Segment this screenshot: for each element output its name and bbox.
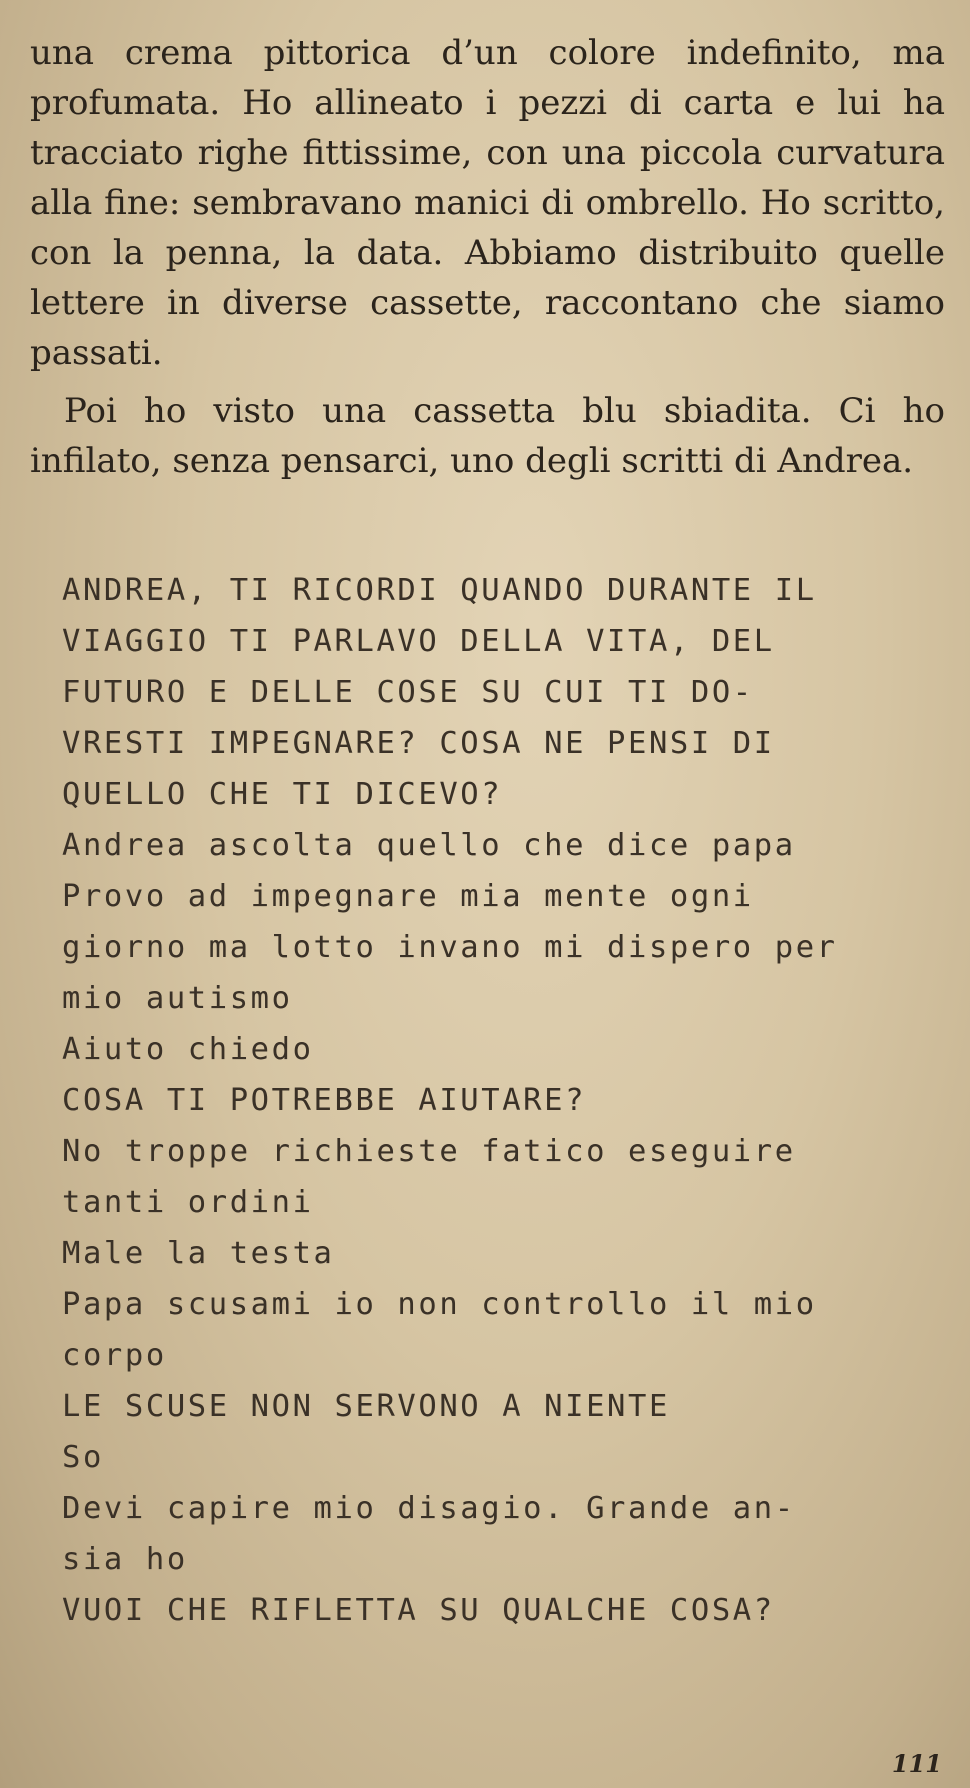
- dialogue-line: Aiuto chiedo: [62, 1032, 314, 1067]
- dialogue-line: corpo: [62, 1338, 167, 1373]
- prose-section: [30, 28, 945, 486]
- dialogue-line: Devi capire mio disagio. Grande an-: [62, 1491, 796, 1526]
- dialogue-line: Male la testa: [62, 1236, 335, 1271]
- dialogue-line: QUELLO CHE TI DICEVO?: [62, 777, 503, 812]
- dialogue-line: giorno ma lotto invano mi dispero per: [62, 930, 838, 965]
- dialogue-line: ANDREA, TI RICORDI QUANDO DURANTE IL: [62, 573, 817, 608]
- dialogue-line: mio autismo: [62, 981, 293, 1016]
- dialogue-line: LE SCUSE NON SERVONO A NIENTE: [62, 1389, 670, 1424]
- dialogue-line: Papa scusami io non controllo il mio: [62, 1287, 817, 1322]
- prose-paragraph-2: Poi ho visto una cassetta blu sbiadita. Ci ho infilato, senza pensarci, uno degli scritti di Andrea.: [30, 391, 945, 481]
- dialogue-line: So: [62, 1440, 104, 1475]
- dialogue-line: Provo ad impegnare mia mente ogni: [62, 879, 754, 914]
- prose-paragraph-1: una crema pittorica d’un colore indefinito, ma profumata. Ho allineato i pezzi di carta e lui ha tracciato righe fittissime, con una piccola curvatura alla fine: sembravano manici di ombrello. Ho scritto, con la penna, la data. Abbiamo distribuito quelle lettere in diverse cassette, raccontano che siamo passati.: [30, 33, 945, 373]
- dialogue-section: [62, 565, 942, 1636]
- dialogue-line: No troppe richieste fatico eseguire: [62, 1134, 796, 1169]
- dialogue-line: VRESTI IMPEGNARE? COSA NE PENSI DI: [62, 726, 775, 761]
- page-number: 111: [891, 1749, 942, 1778]
- dialogue-line: sia ho: [62, 1542, 188, 1577]
- dialogue-line: tanti ordini: [62, 1185, 314, 1220]
- dialogue-line: COSA TI POTREBBE AIUTARE?: [62, 1083, 587, 1118]
- dialogue-line: VUOI CHE RIFLETTA SU QUALCHE COSA?: [62, 1593, 775, 1628]
- dialogue-line: Andrea ascolta quello che dice papa: [62, 828, 796, 863]
- dialogue-line: FUTURO E DELLE COSE SU CUI TI DO-: [62, 675, 754, 710]
- dialogue-line: VIAGGIO TI PARLAVO DELLA VITA, DEL: [62, 624, 775, 659]
